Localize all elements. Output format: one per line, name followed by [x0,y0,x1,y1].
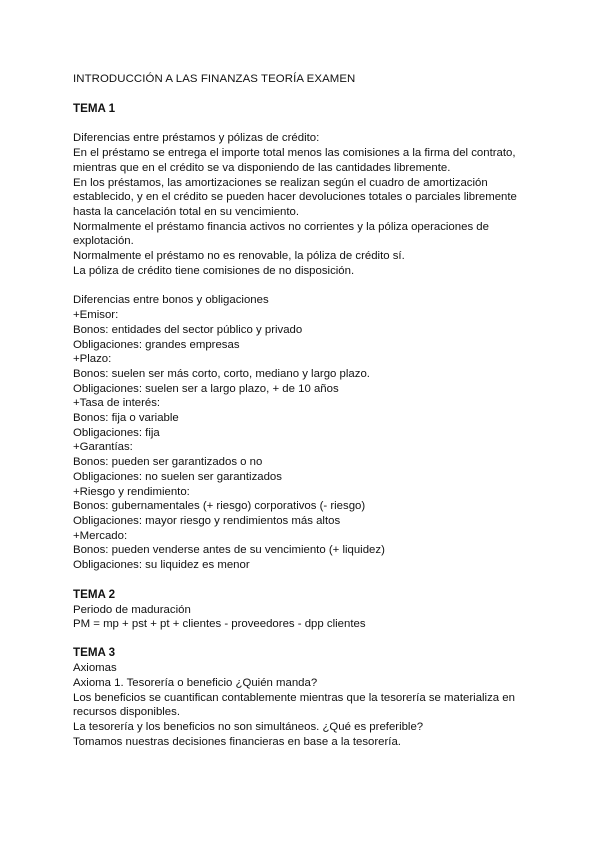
text-line: +Emisor: [73,309,119,322]
tema1-heading: TEMA 1 [73,101,116,115]
tema2-section [73,603,530,632]
text-line: Bonos: entidades del sector público y privado [73,323,303,336]
text-line: +Riesgo y rendimiento: [73,485,190,498]
tema2-heading: TEMA 2 [73,587,116,601]
text-line: La póliza de crédito tiene comisiones de no disposición. [73,264,355,277]
text-line: Obligaciones: no suelen ser garantizados [73,470,282,483]
text-line: recursos disponibles. [73,706,180,719]
text-line: Obligaciones: fija [73,426,160,439]
text-line: Diferencias entre préstamos y pólizas de crédito: [73,132,320,145]
text-line: Bonos: pueden venderse antes de su vencimiento (+ liquidez) [73,544,385,557]
text-line: Bonos: gubernamentales (+ riesgo) corporativos (- riesgo) [73,500,366,513]
text-line: Obligaciones: mayor riesgo y rendimientos más altos [73,514,341,527]
text-line: PM = mp + pst + pt + clientes - proveedores - dpp clientes [73,618,366,631]
text-line: La tesorería y los beneficios no son simultáneos. ¿Qué es preferible? [73,720,424,733]
tema1-prestamos-section [73,131,530,278]
text-line: Normalmente el préstamo financia activos no corrientes y la póliza operaciones de [73,220,489,233]
text-line: +Plazo: [73,353,112,366]
text-line: Los beneficios se cuantifican contablemente mientras que la tesorería se materializa en [73,691,515,704]
text-line: +Tasa de interés: [73,397,161,410]
text-line: Bonos: pueden ser garantizados o no [73,456,263,469]
document-title: INTRODUCCIÓN A LAS FINANZAS TEORÍA EXAMEN [73,73,356,85]
text-line: Tomamos nuestras decisiones financieras en base a la tesorería. [73,735,401,748]
text-line: establecido, y en el crédito se pueden hacer devoluciones totales o parciales libremente [73,191,517,204]
tema3-heading: TEMA 3 [73,646,116,660]
text-line: Diferencias entre bonos y obligaciones [73,294,269,307]
text-line: Periodo de maduración [73,603,191,616]
text-line: +Garantías: [73,441,133,454]
text-line: explotación. [73,235,134,248]
tema1-bonos-section [73,293,530,572]
text-line: Normalmente el préstamo no es renovable, la póliza de crédito sí. [73,250,405,263]
text-line: hasta la cancelación total en su vencimiento. [73,205,300,218]
tema3-section [73,661,530,749]
text-line: En el préstamo se entrega el importe total menos las comisiones a la firma del contrato, [73,147,516,160]
text-line: Axiomas [73,662,117,675]
text-line: Bonos: suelen ser más corto, corto, mediano y largo plazo. [73,367,370,380]
text-line: Obligaciones: suelen ser a largo plazo, + de 10 años [73,382,339,395]
text-line: +Mercado: [73,529,128,542]
text-line: Axioma 1. Tesorería o beneficio ¿Quién manda? [73,676,318,689]
text-line: Obligaciones: su liquidez es menor [73,559,250,572]
text-line: Obligaciones: grandes empresas [73,338,240,351]
text-line: En los préstamos, las amortizaciones se realizan según el cuadro de amortización [73,176,488,189]
text-line: Bonos: fija o variable [73,412,179,425]
text-line: mientras que en el crédito se va disponiendo de las cantidades libremente. [73,161,451,174]
